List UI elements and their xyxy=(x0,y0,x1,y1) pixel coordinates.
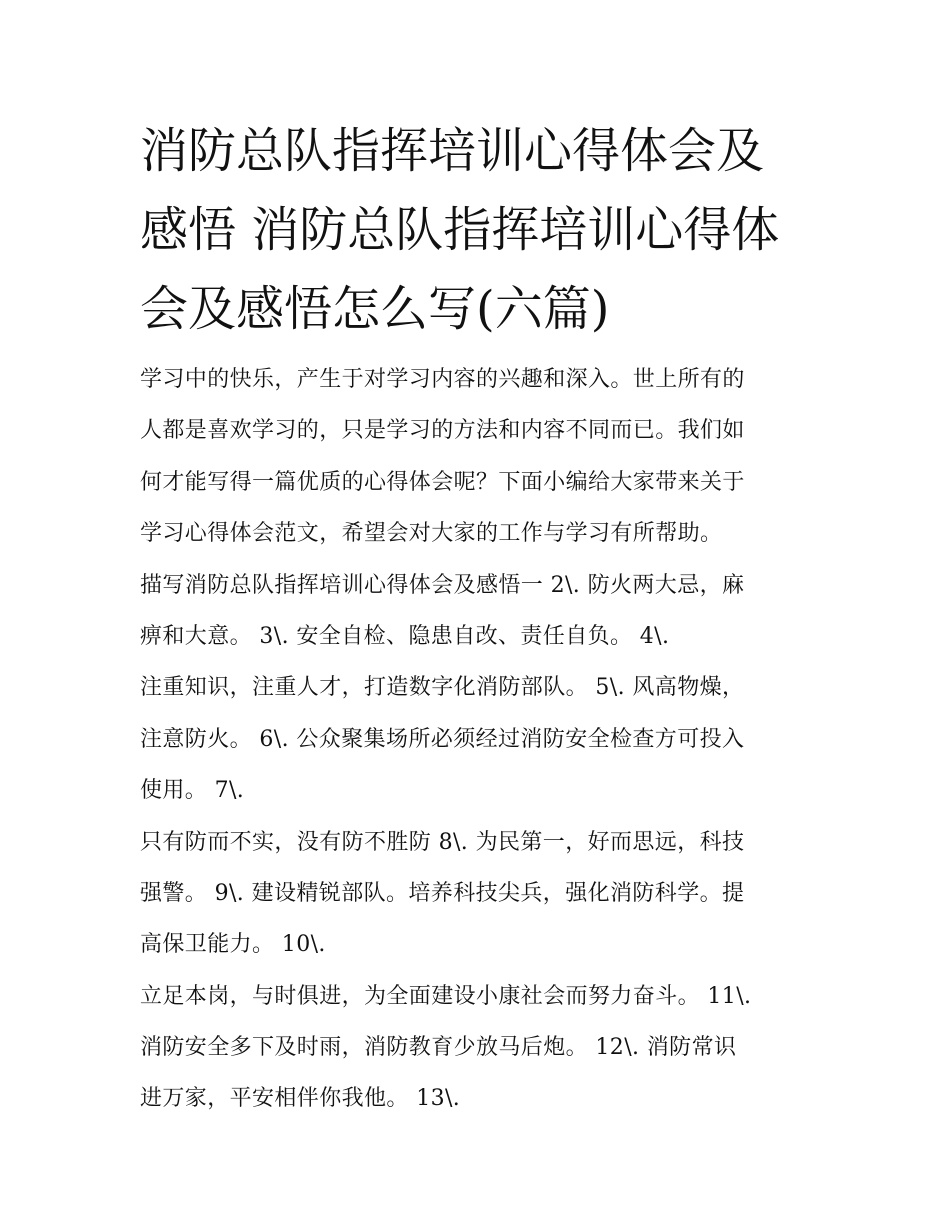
body-line-1: 学习中的快乐，产生于对学习内容的兴趣和深入。世上所有的 xyxy=(140,367,745,392)
body-line-10: 只有防而不实，没有防不胜防 8\. 为民第一，好而思远，科技 xyxy=(140,829,745,855)
body-line-3: 何才能写得一篇优质的心得体会呢？下面小编给大家带来关于 xyxy=(140,469,745,495)
body-line-9: 使用。 7\. xyxy=(140,778,245,804)
body-line-11: 强警。 9\. 建设精锐部队。培养科技尖兵，强化消防科学。提 xyxy=(140,880,745,906)
body-line-15: 进万家，平安相伴你我他。 13\. xyxy=(140,1086,461,1112)
body-line-6: 痹和大意。 3\. 安全自检、隐患自改、责任自负。 4\. xyxy=(140,623,670,649)
body-text xyxy=(140,354,820,1125)
body-line-14: 消防安全多下及时雨，消防教育少放马后炮。 12\. 消防常识 xyxy=(140,1035,737,1061)
title-line-3: 会及感悟怎么写(六篇) xyxy=(140,281,610,337)
body-line-7: 注重知识，注重人才，打造数字化消防部队。 5\. 风高物燥， xyxy=(140,675,745,701)
body-line-8: 注意防火。 6\. 公众聚集场所必须经过消防安全检查方可投入 xyxy=(140,726,745,752)
page-title xyxy=(140,112,820,349)
body-line-5: 描写消防总队指挥培训心得体会及感悟一 2\. 防火两大忌，麻 xyxy=(140,572,745,598)
body-line-13: 立足本岗，与时俱进，为全面建设小康社会而努力奋斗。 11\. xyxy=(140,983,752,1009)
title-line-2: 感悟 消防总队指挥培训心得体 xyxy=(140,202,780,258)
body-line-12: 高保卫能力。 10\. xyxy=(140,932,326,958)
body-line-2: 人都是喜欢学习的，只是学习的方法和内容不同而已。我们如 xyxy=(140,418,745,444)
title-line-1: 消防总队指挥培训心得体会及 xyxy=(140,123,765,179)
body-line-4: 学习心得体会范文，希望会对大家的工作与学习有所帮助。 xyxy=(140,521,723,547)
